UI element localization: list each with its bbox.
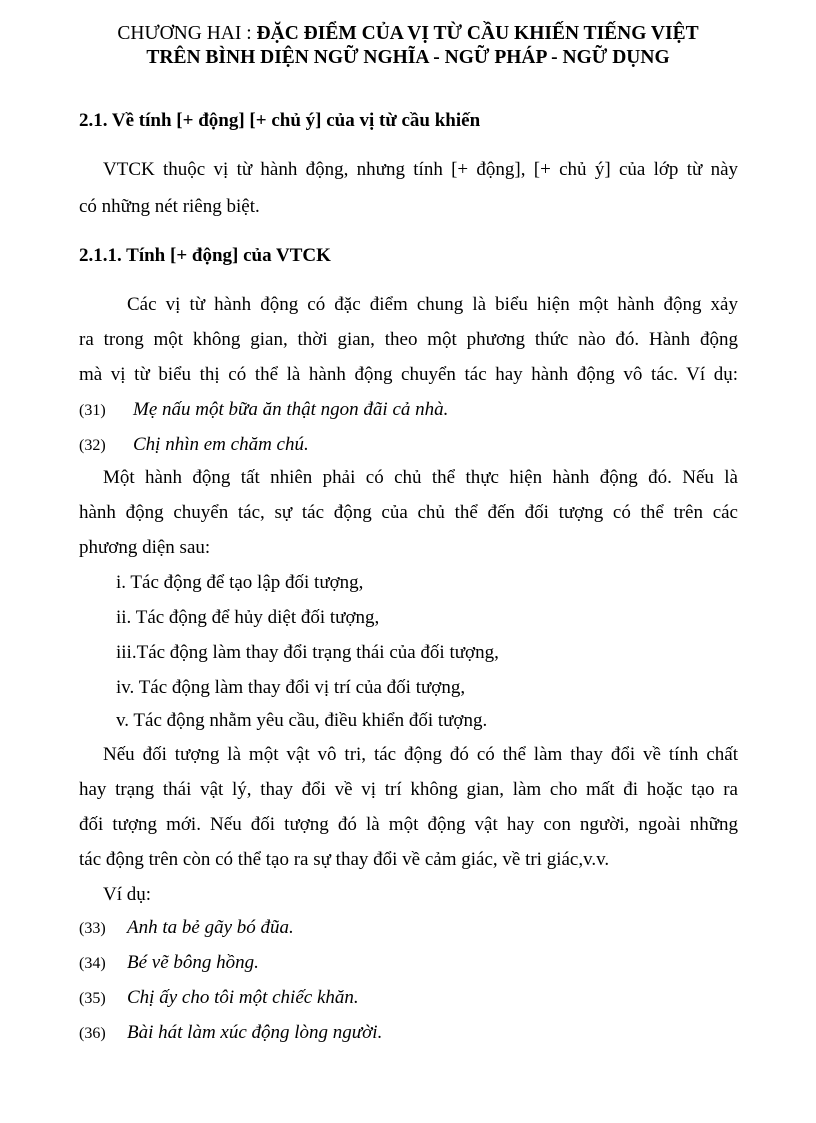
example-label: Ví dụ: bbox=[103, 884, 152, 905]
example-number: (32) bbox=[79, 437, 106, 454]
example-text: Chị nhìn em chăm chú. bbox=[133, 434, 309, 455]
example-text: Bài hát làm xúc động lòng người. bbox=[127, 1022, 383, 1043]
example-text: Anh ta bẻ gãy bó đũa. bbox=[127, 917, 294, 938]
list-item: v. Tác động nhằm yêu cầu, điều khiển đối tượng. bbox=[116, 710, 488, 731]
chapter-title-line2: TRÊN BÌNH DIỆN NGỮ NGHĨA - NGỮ PHÁP - NGỮ DỤNG bbox=[146, 47, 670, 68]
paragraph-line: có những nét riêng biệt. bbox=[79, 196, 260, 217]
list-item: iv. Tác động làm thay đổi vị trí của đối tượng, bbox=[116, 677, 466, 698]
example-text: Mẹ nấu một bữa ăn thật ngon đãi cả nhà. bbox=[133, 399, 449, 420]
list-item: i. Tác động để tạo lập đối tượng, bbox=[116, 572, 364, 593]
example-number: (34) bbox=[79, 955, 106, 972]
example-item bbox=[79, 1022, 382, 1044]
section-heading-2-1: 2.1. Về tính [+ động] [+ chủ ý] của vị từ cầu khiến bbox=[79, 110, 481, 131]
paragraph-line: mà vị từ biểu thị có thể là hành động chuyển tác hay hành động vô tác. Ví dụ: bbox=[79, 364, 738, 385]
paragraph-line: phương diện sau: bbox=[79, 537, 211, 558]
paragraph-line: ra trong một không gian, thời gian, theo một phương thức nào đó. Hành động bbox=[79, 329, 738, 350]
paragraph-line: Nếu đối tượng là một vật vô tri, tác động đó có thể làm thay đổi về tính chất bbox=[103, 744, 738, 765]
chapter-title-line1 bbox=[0, 22, 816, 46]
example-number: (31) bbox=[79, 402, 106, 419]
paragraph-line: Một hành động tất nhiên phải có chủ thể thực hiện hành động đó. Nếu là bbox=[103, 467, 738, 488]
chapter-prefix: CHƯƠNG HAI : bbox=[117, 23, 257, 44]
example-item bbox=[79, 952, 259, 974]
paragraph-line: hay trạng thái vật lý, thay đổi về vị trí không gian, làm cho mất đi hoặc tạo ra bbox=[79, 779, 738, 800]
chapter-title-part1: ĐẶC ĐIỂM CỦA VỊ TỪ CẦU KHIẾN TIẾNG VIỆT bbox=[256, 23, 699, 44]
example-text: Chị ấy cho tôi một chiếc khăn. bbox=[127, 987, 359, 1008]
example-item bbox=[79, 434, 309, 456]
example-text: Bé vẽ bông hồng. bbox=[127, 952, 259, 973]
paragraph-line: hành động chuyển tác, sự tác động của chủ thể đến đối tượng có thể trên các bbox=[79, 502, 738, 523]
example-number: (33) bbox=[79, 920, 106, 937]
paragraph-line: VTCK thuộc vị từ hành động, nhưng tính [+ động], [+ chủ ý] của lớp từ này bbox=[103, 159, 738, 180]
example-item bbox=[79, 987, 359, 1009]
example-number: (35) bbox=[79, 990, 106, 1007]
paragraph-line: đối tượng mới. Nếu đối tượng đó là một động vật hay con người, ngoài những bbox=[79, 814, 738, 835]
list-item: iii.Tác động làm thay đổi trạng thái của đối tượng, bbox=[116, 642, 499, 663]
paragraph-line: tác động trên còn có thể tạo ra sự thay đổi về cảm giác, về tri giác,v.v. bbox=[79, 849, 610, 870]
list-item: ii. Tác động để hủy diệt đối tượng, bbox=[116, 607, 380, 628]
example-item bbox=[79, 917, 294, 939]
section-heading-2-1-1: 2.1.1. Tính [+ động] của VTCK bbox=[79, 245, 331, 266]
paragraph-line: Các vị từ hành động có đặc điểm chung là biểu hiện một hành động xảy bbox=[127, 294, 738, 315]
example-number: (36) bbox=[79, 1025, 106, 1042]
example-item bbox=[79, 399, 448, 421]
